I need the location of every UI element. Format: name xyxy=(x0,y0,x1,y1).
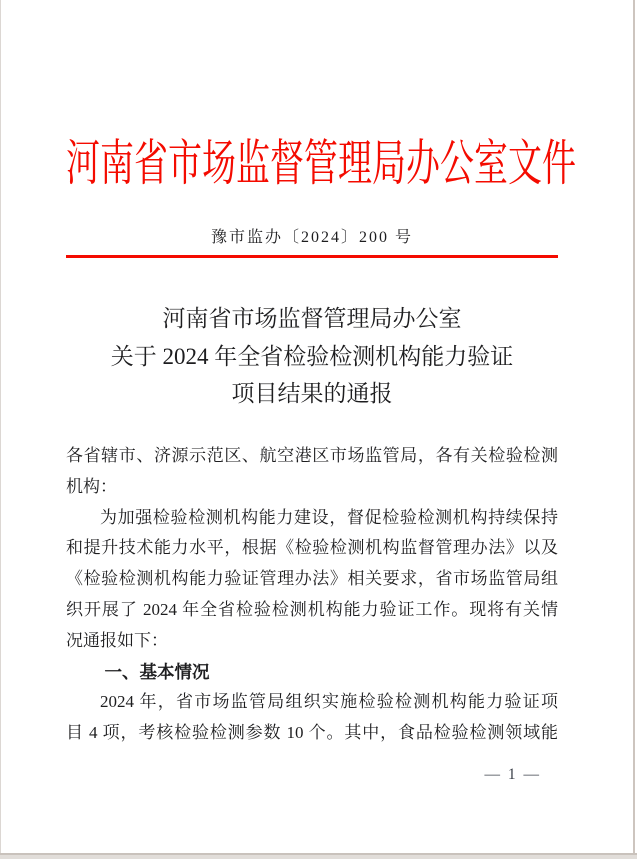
body-line-addressees-end: 机构： xyxy=(66,476,117,496)
document-title-line-1: 河南省市场监督管理局办公室 xyxy=(162,306,462,331)
body-line-paragraph-1: 为加强检验检测机构能力建设，督促检验检测机构持续保持 xyxy=(100,507,558,527)
body-line-paragraph-1: 和提升技术能力水平，根据《检验检测机构监督管理办法》以及 xyxy=(66,538,558,558)
body-line-paragraph-1: 《检验检测机构能力验证管理办法》相关要求，省市场监管局组 xyxy=(66,569,558,589)
body-line-paragraph-2: 2024 年，省市场监管局组织实施检验检测机构能力验证项 xyxy=(100,692,558,712)
document-title-line-2: 关于 2024 年全省检验检测机构能力验证 xyxy=(110,343,514,369)
page-right-edge xyxy=(633,0,635,853)
letterhead-banner-title: 河南省市场监督管理局办公室文件 xyxy=(66,138,576,192)
page-number: — 1 — xyxy=(484,766,541,783)
body-line-paragraph-2: 目 4 项，考核检验检测参数 10 个。其中，食品检验检测领域能 xyxy=(66,723,558,743)
page-bottom-edge xyxy=(0,853,637,859)
section-heading-basic-situation: 一、基本情况 xyxy=(104,661,210,682)
page-left-edge xyxy=(0,0,1,853)
body-line-paragraph-1: 织开展了 2024 年全省检验检测机构能力验证工作。现将有关情 xyxy=(66,599,558,619)
body-line-paragraph-1-end: 况通报如下： xyxy=(66,630,168,650)
document-body xyxy=(66,441,558,749)
body-line-addressees: 各省辖市、济源示范区、航空港区市场监管局，各有关检验检测 xyxy=(66,446,558,465)
document-reference-number: 豫市监办〔2024〕200 号 xyxy=(210,229,413,246)
document-title-line-3: 项目结果的通报 xyxy=(231,381,393,406)
red-divider-line xyxy=(66,255,558,258)
document-title xyxy=(66,300,558,413)
